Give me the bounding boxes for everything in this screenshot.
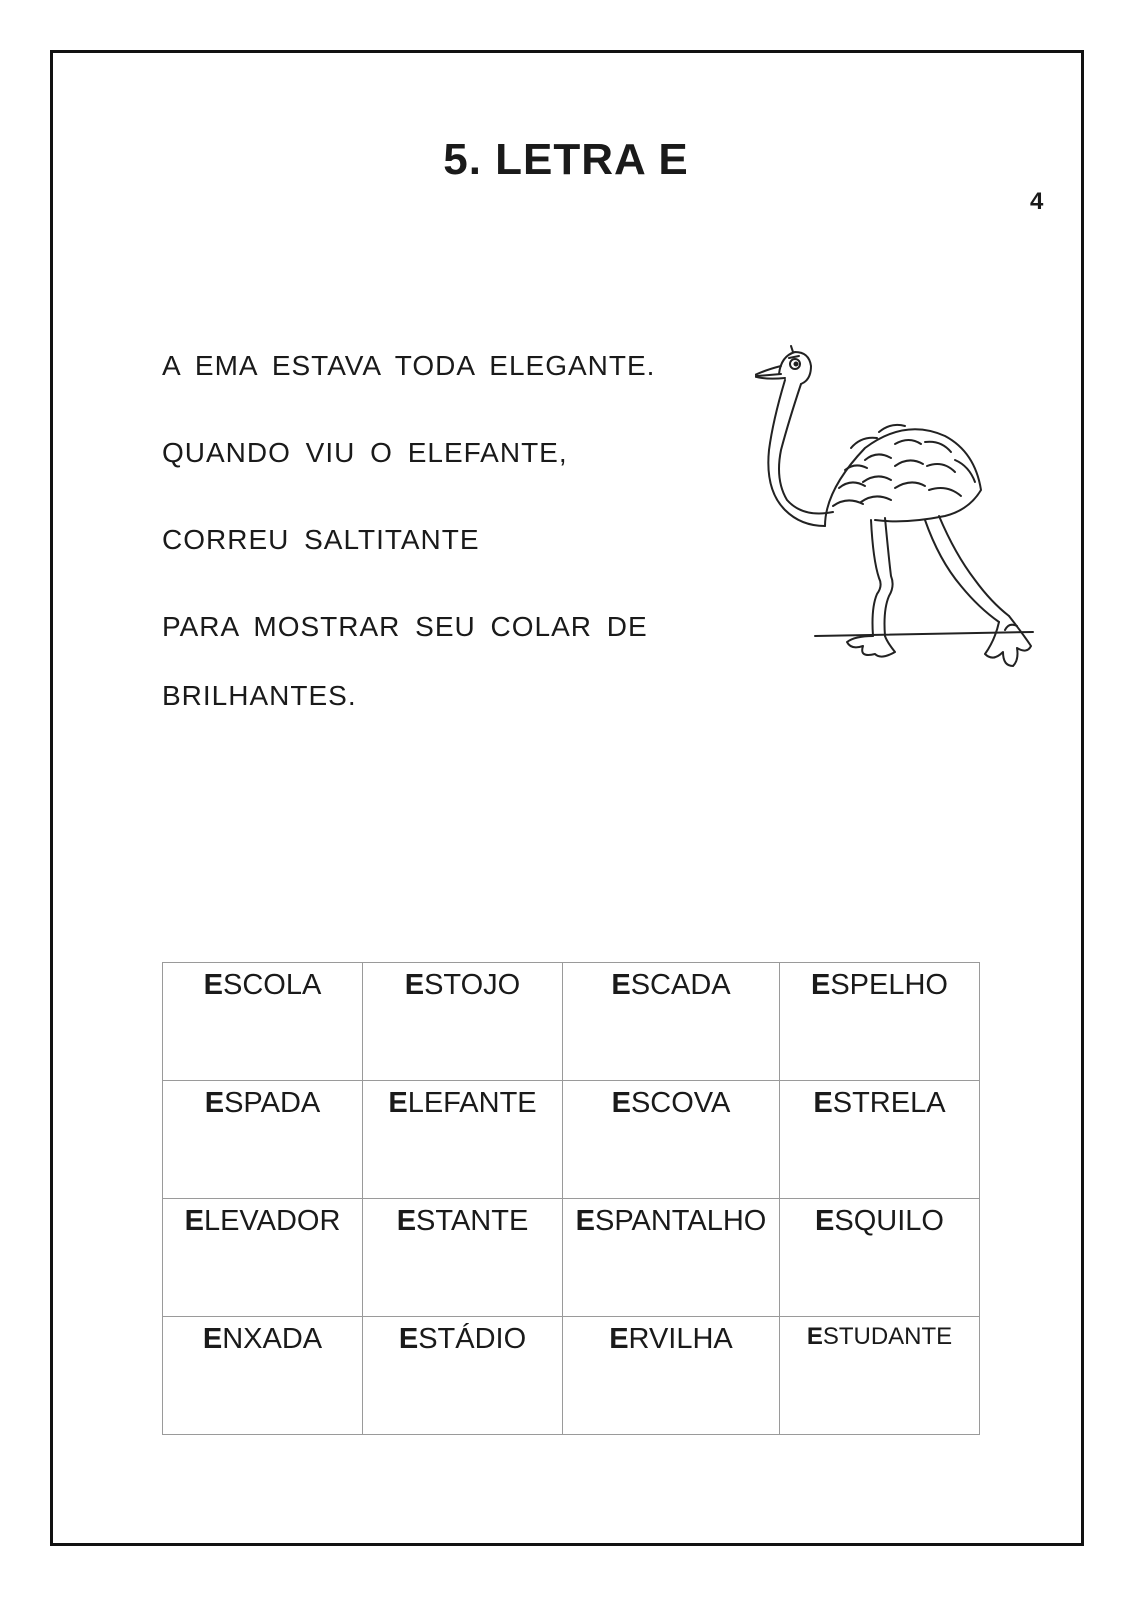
page-title: 5. LETRA E [443,135,689,184]
word-cell: ESCADA [563,963,780,1081]
table-row [163,1081,980,1199]
poem-line-4: PARA MOSTRAR SEU COLAR DE [162,611,648,642]
word-cell: ESTANTE [363,1199,563,1317]
ostrich-icon [755,340,1055,700]
word-cell: ESTÁDIO [363,1317,563,1435]
poem-line-2: QUANDO VIU O ELEFANTE, [162,437,568,468]
page-number: 4 [1030,188,1044,215]
word-cell: ERVILHA [563,1317,780,1435]
table-row [163,1317,980,1435]
word-cell: ESTUDANTE [780,1317,980,1435]
table-row [163,963,980,1081]
table-row [163,1199,980,1317]
word-cell: ESTOJO [363,963,563,1081]
word-cell: ESTRELA [780,1081,980,1199]
word-cell: ESPANTALHO [563,1199,780,1317]
word-cell: ESPELHO [780,963,980,1081]
word-cell: ELEFANTE [363,1081,563,1199]
word-cell: ESQUILO [780,1199,980,1317]
word-cell: ESPADA [163,1081,363,1199]
poem-line-5: BRILHANTES. [162,680,357,711]
word-cell: ESCOVA [563,1081,780,1199]
word-cell: ELEVADOR [163,1199,363,1317]
word-cell: ESCOLA [163,963,363,1081]
word-cell: ENXADA [163,1317,363,1435]
poem-line-3: CORREU SALTITANTE [162,524,480,555]
poem-line-1: A EMA ESTAVA TODA ELEGANTE. [162,350,656,381]
word-table [162,962,980,1435]
